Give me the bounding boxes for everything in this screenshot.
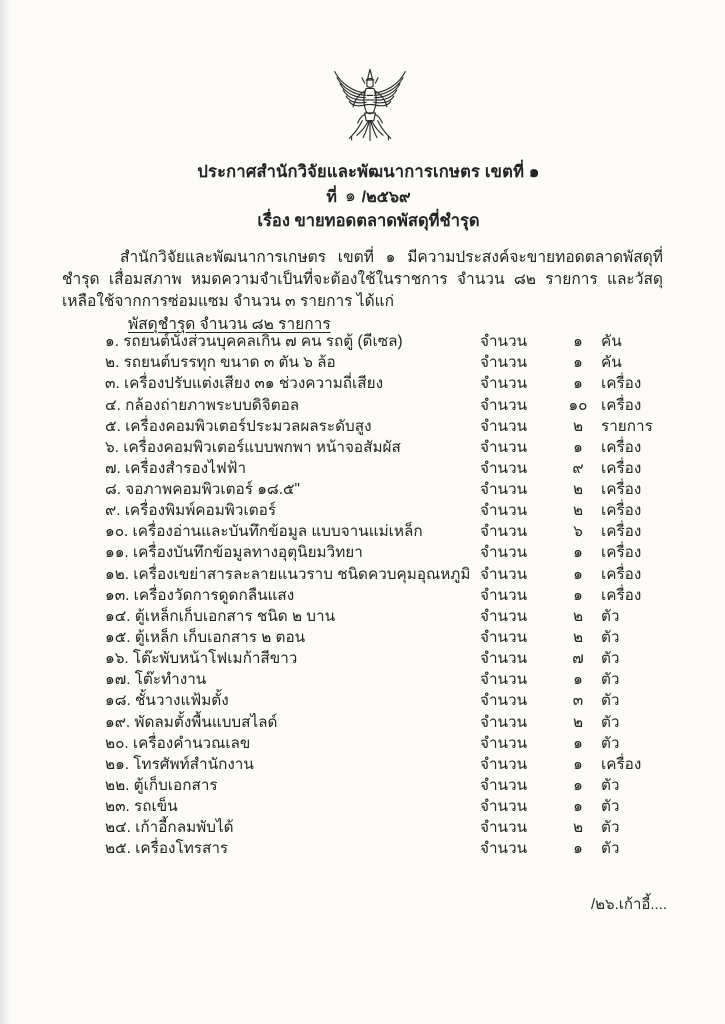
table-row (0, 837, 725, 858)
qty-value: ๑ (573, 734, 583, 752)
unit-label: ตัว (601, 734, 620, 752)
qty-label: จำนวน (480, 755, 528, 773)
unit-label: ตัว (601, 629, 620, 647)
qty-value: ๑ (573, 565, 583, 583)
item-name: ๓. เครื่องปรับแต่งเสียง ๓๑ ช่วงความถี่เสียง (105, 375, 384, 393)
qty-label: จำนวน (480, 671, 528, 689)
qty-label: จำนวน (480, 565, 528, 583)
unit-label: ตัว (601, 650, 620, 668)
table-row (0, 774, 725, 795)
qty-value: ๑ (573, 755, 583, 773)
doc-no-prefix: ที่ (326, 189, 337, 206)
table-row (0, 330, 725, 351)
qty-label: จำนวน (480, 713, 528, 731)
item-name: ๗. เครื่องสำรองไฟฟ้า (105, 459, 247, 477)
unit-label: เครื่อง (601, 586, 642, 604)
table-row (0, 816, 725, 837)
item-name: ๑๘. ชั้นวางแฟ้มตั้ง (105, 692, 229, 710)
qty-value: ๓ (572, 692, 584, 710)
item-name: ๑๑. เครื่องบันทึกข้อมูลทางอุตุนิยมวิทยา (105, 544, 363, 562)
unit-label: เครื่อง (601, 502, 642, 520)
qty-label: จำนวน (480, 333, 528, 351)
document-number (6, 185, 725, 209)
table-row (0, 795, 725, 816)
qty-value: ๑ (573, 354, 583, 372)
item-name: ๑๕. ตู้เหล็ก เก็บเอกสาร ๒ ตอน (105, 629, 306, 647)
qty-value: ๒ (572, 607, 584, 625)
item-name: ๔. กล้องถ่ายภาพระบบดิจิตอล (105, 396, 300, 414)
garuda-emblem-icon (324, 66, 416, 160)
item-name: ๒. รถยนต์บรรทุก ขนาด ๓ ตัน ๖ ล้อ (105, 354, 336, 372)
table-row (0, 478, 725, 499)
qty-value: ๑ (573, 671, 583, 689)
table-row (0, 351, 725, 372)
unit-label: เครื่อง (601, 523, 642, 541)
list-heading: พัสดุชำรุด จำนวน ๘๒ รายการ (128, 316, 331, 333)
table-row (0, 563, 725, 584)
item-name: ๑๐. เครื่องอ่านและบันทึกข้อมูล แบบจานแม่เหล็ก (105, 523, 423, 541)
item-name: ๑๖. โต๊ะพับหน้าโฟเมก้าสีขาว (105, 650, 298, 668)
qty-label: จำนวน (480, 417, 528, 435)
item-name: ๑๒. เครื่องเขย่าสารละลายแนวราบ ชนิดควบคุมอุณหภูมิ (105, 565, 471, 583)
table-row (0, 626, 725, 647)
unit-label: เครื่อง (601, 565, 642, 583)
item-name: ๙. เครื่องพิมพ์คอมพิวเตอร์ (105, 502, 277, 520)
intro-paragraph: สำนักวิจัยและพัฒนาการเกษตร เขตที่ ๑ มีความประสงค์จะขายทอดตลาดพัสดุที่ชำรุด เสื่อมสภาพ หมดความจำเป็นที่จะต้องใช้ในราชการ จำนวน ๘๒ รายการ และวัสดุเหลือใช้จากการซ่อมแซม จำนวน ๓ รายการ ได้แก่ (62, 249, 663, 311)
unit-label: เครื่อง (601, 438, 642, 456)
item-name: ๒๑. โทรศัพท์สำนักงาน (105, 755, 254, 773)
document-header (6, 161, 725, 233)
doc-no-handwritten-number: ๑ (343, 185, 357, 206)
unit-label: ตัว (601, 671, 620, 689)
unit-label: เครื่อง (601, 481, 642, 499)
unit-label: ตัว (601, 692, 620, 710)
item-name: ๒๒. ตู้เก็บเอกสาร (105, 777, 218, 795)
qty-label: จำนวน (480, 734, 528, 752)
items-table (0, 330, 725, 859)
qty-value: ๑ (573, 777, 583, 795)
table-row (0, 689, 725, 710)
document-subject: เรื่อง ขายทอดตลาดพัสดุที่ชำรุด (257, 212, 480, 230)
qty-label: จำนวน (480, 692, 528, 710)
table-row (0, 499, 725, 520)
qty-value: ๑๐ (568, 396, 588, 414)
qty-label: จำนวน (480, 438, 528, 456)
qty-value: ๑ (573, 798, 583, 816)
item-name: ๑๙. พัดลมตั้งพื้นแบบสไลด์ (105, 713, 278, 731)
item-name: ๑๔. ตู้เหล็กเก็บเอกสาร ชนิด ๒ บาน (105, 607, 336, 625)
qty-value: ๒ (572, 417, 584, 435)
table-row (0, 647, 725, 668)
qty-label: จำนวน (480, 481, 528, 499)
qty-value: ๖ (573, 523, 583, 541)
unit-label: ตัว (601, 777, 620, 795)
table-row (0, 393, 725, 414)
unit-label: เครื่อง (601, 396, 642, 414)
qty-value: ๑ (573, 375, 583, 393)
qty-value: ๑ (573, 586, 583, 604)
unit-label: คัน (601, 333, 622, 351)
qty-value: ๑ (573, 840, 583, 858)
qty-label: จำนวน (480, 586, 528, 604)
unit-label: คัน (601, 354, 622, 372)
qty-label: จำนวน (480, 523, 528, 541)
qty-label: จำนวน (480, 354, 528, 372)
unit-label: ตัว (601, 798, 620, 816)
unit-label: ตัว (601, 607, 620, 625)
unit-label: เครื่อง (601, 375, 642, 393)
qty-label: จำนวน (480, 396, 528, 414)
unit-label: รายการ (601, 417, 653, 435)
table-row (0, 732, 725, 753)
item-name: ๕. เครื่องคอมพิวเตอร์ประมวลผลระดับสูง (105, 417, 372, 435)
qty-value: ๒ (572, 629, 584, 647)
unit-label: เครื่อง (601, 755, 642, 773)
table-row (0, 372, 725, 393)
table-row (0, 584, 725, 605)
table-row (0, 520, 725, 541)
item-name: ๑. รถยนต์นั่งส่วนบุคคลเกิน ๗ คน รถตู้ (ดีเซล) (105, 333, 403, 351)
item-name: ๖. เครื่องคอมพิวเตอร์แบบพกพา หน้าจอสัมผัส (105, 438, 401, 456)
table-row (0, 711, 725, 732)
qty-value: ๒ (572, 481, 584, 499)
qty-label: จำนวน (480, 375, 528, 393)
table-row (0, 541, 725, 562)
unit-label: ตัว (601, 840, 620, 858)
qty-value: ๑ (573, 333, 583, 351)
unit-label: ตัว (601, 713, 620, 731)
item-name: ๑๗. โต๊ะทำงาน (105, 671, 207, 689)
continuation-note: /๒๖.เก้าอี้.... (591, 896, 668, 913)
unit-label: ตัว (601, 819, 620, 837)
qty-label: จำนวน (480, 819, 528, 837)
table-row (0, 753, 725, 774)
qty-label: จำนวน (480, 650, 528, 668)
qty-label: จำนวน (480, 607, 528, 625)
qty-label: จำนวน (480, 840, 528, 858)
table-row (0, 457, 725, 478)
qty-label: จำนวน (480, 502, 528, 520)
qty-value: ๙ (572, 459, 584, 477)
qty-value: ๑ (573, 544, 583, 562)
qty-value: ๑ (573, 438, 583, 456)
item-name: ๒๔. เก้าอี้กลมพับได้ (105, 819, 234, 837)
table-row (0, 668, 725, 689)
qty-label: จำนวน (480, 798, 528, 816)
item-name: ๒๐. เครื่องคำนวณเลข (105, 734, 251, 752)
qty-value: ๗ (572, 650, 584, 668)
qty-label: จำนวน (480, 544, 528, 562)
item-name: ๒๓. รถเข็น (105, 798, 178, 816)
item-name: ๘. จอภาพคอมพิวเตอร์ ๑๘.๕" (105, 481, 300, 499)
table-row (0, 415, 725, 436)
qty-value: ๒ (572, 502, 584, 520)
unit-label: เครื่อง (601, 544, 642, 562)
qty-value: ๒ (572, 713, 584, 731)
qty-label: จำนวน (480, 777, 528, 795)
item-name: ๒๕. เครื่องโทรสาร (105, 840, 229, 858)
item-name: ๑๓. เครื่องวัดการดูดกลืนแสง (105, 586, 295, 604)
document-title: ประกาศสำนักวิจัยและพัฒนาการเกษตร เขตที่ ๑ (197, 163, 540, 181)
qty-value: ๒ (572, 819, 584, 837)
qty-label: จำนวน (480, 629, 528, 647)
table-row (0, 436, 725, 457)
unit-label: เครื่อง (601, 459, 642, 477)
qty-label: จำนวน (480, 459, 528, 477)
doc-no-year: /๒๕๖๙ (361, 189, 411, 206)
table-row (0, 605, 725, 626)
